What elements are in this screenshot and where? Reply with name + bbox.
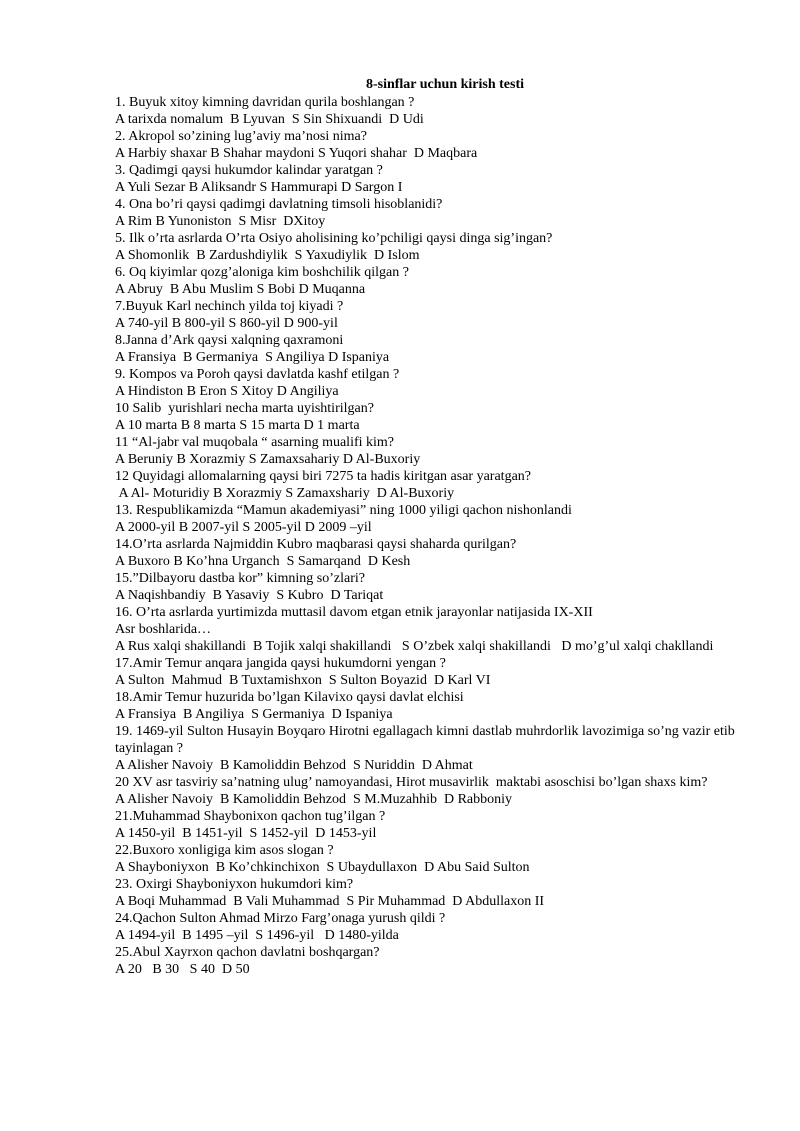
question-list — [115, 94, 755, 978]
text-line: 2. Akropol so’zining lug’aviy ma’nosi nima? — [115, 129, 367, 144]
text-line: 22.Buxoro xonligiga kim asos slogan ? — [115, 843, 334, 858]
text-line: A Abruy B Abu Muslim S Bobi D Muqanna — [115, 282, 366, 297]
text-line: A 2000-yil B 2007-yil S 2005-yil D 2009 –yil — [115, 520, 372, 535]
text-line: 25.Abul Xayrxon qachon davlatni boshqargan? — [115, 945, 380, 960]
text-line: A 1450-yil B 1451-yil S 1452-yil D 1453-yil — [115, 826, 377, 841]
text-line: A Rim B Yunoniston S Misr DXitoy — [115, 214, 326, 229]
text-line: 1. Buyuk xitoy kimning davridan qurila boshlangan ? — [115, 95, 415, 110]
text-line: 19. 1469-yil Sulton Husayin Boyqaro Hirotni egallagach kimni dastlab muhrdorlik lavozimiga so’ng vazir etib tayinlagan ? — [115, 724, 739, 756]
text-line: 24.Qachon Sulton Ahmad Mirzo Farg’onaga yurush qildi ? — [115, 911, 446, 926]
text-line: A Hindiston B Eron S Xitoy D Angiliya — [115, 384, 339, 399]
text-line: A Alisher Navoiy B Kamoliddin Behzod S Nuriddin D Ahmat — [115, 758, 473, 773]
text-line: 4. Ona bo’ri qaysi qadimgi davlatning timsoli hisoblanidi? — [115, 197, 443, 212]
text-line: A 10 marta B 8 marta S 15 marta D 1 marta — [115, 418, 360, 433]
text-line: 3. Qadimgi qaysi hukumdor kalindar yaratgan ? — [115, 163, 383, 178]
text-line: 11 “Al-jabr val muqobala “ asarning mualifi kim? — [115, 435, 395, 450]
text-line: A tarixda nomalum B Lyuvan S Sin Shixuandi D Udi — [115, 112, 424, 127]
text-line: A Shayboniyxon B Ko’chkinchixon S Ubaydullaxon D Abu Said Sulton — [115, 860, 530, 875]
text-line: A Naqishbandiy B Yasaviy S Kubro D Tariqat — [115, 588, 384, 603]
text-line: A Alisher Navoiy B Kamoliddin Behzod S M.Muzahhib D Rabboniy — [115, 792, 513, 807]
text-line: 8.Janna d’Ark qaysi xalqning qaxramoni — [115, 333, 344, 348]
test-document — [115, 76, 755, 978]
text-line: 15.”Dilbayoru dastba kor” kimning so’zlari? — [115, 571, 365, 586]
text-line: A Fransiya B Angiliya S Germaniya D Ispaniya — [115, 707, 393, 722]
text-line: A 20 B 30 S 40 D 50 — [115, 962, 250, 977]
text-line: A Boqi Muhammad B Vali Muhammad S Pir Muhammad D Abdullaxon II — [115, 894, 545, 909]
text-line: A Al- Moturidiy B Xorazmiy S Zamaxshariy D Al-Buxoriy — [115, 486, 455, 501]
text-line: 10 Salib yurishlari necha marta uyishtirilgan? — [115, 401, 374, 416]
text-line: A Sulton Mahmud B Tuxtamishxon S Sulton Boyazid D Karl VI — [115, 673, 491, 688]
text-line: A 1494-yil B 1495 –yil S 1496-yil D 1480-yilda — [115, 928, 399, 943]
text-line: A Shomonlik B Zardushdiylik S Yaxudiylik D Islom — [115, 248, 420, 263]
text-line: A Beruniy B Xorazmiy S Zamaxsahariy D Al-Buxoriy — [115, 452, 421, 467]
text-line: 7.Buyuk Karl nechinch yilda toj kiyadi ? — [115, 299, 344, 314]
text-line: 16. O’rta asrlarda yurtimizda muttasil davom etgan etnik jarayonlar natijasida IX-XII — [115, 605, 593, 620]
text-line: A Fransiya B Germaniya S Angiliya D Ispaniya — [115, 350, 390, 365]
text-line: A Harbiy shaxar B Shahar maydoni S Yuqori shahar D Maqbara — [115, 146, 478, 161]
document-title: 8-sinflar uchun kirish testi — [365, 77, 525, 92]
text-line: A Buxoro B Ko’hna Urganch S Samarqand D Kesh — [115, 554, 411, 569]
text-line: 18.Amir Temur huzurida bo’lgan Kilavixo qaysi davlat elchisi — [115, 690, 464, 705]
text-line: 6. Oq kiyimlar qozg’aloniga kim boshchilik qilgan ? — [115, 265, 409, 280]
text-line: 17.Amir Temur anqara jangida qaysi hukumdorni yengan ? — [115, 656, 446, 671]
text-line: 21.Muhammad Shaybonixon qachon tug’ilgan ? — [115, 809, 386, 824]
text-line: 13. Respublikamizda “Mamun akademiyasi” ning 1000 yiligi qachon nishonlandi — [115, 503, 572, 518]
text-line: 9. Kompos va Poroh qaysi davlatda kashf etilgan ? — [115, 367, 400, 382]
text-line: 14.O’rta asrlarda Najmiddin Kubro maqbarasi qaysi shaharda qurilgan? — [115, 537, 517, 552]
text-line: A 740-yil B 800-yil S 860-yil D 900-yil — [115, 316, 338, 331]
text-line: A Yuli Sezar B Aliksandr S Hammurapi D Sargon I — [115, 180, 403, 195]
text-line: 20 XV asr tasviriy sa’natning ulug’ namoyandasi, Hirot musavirlik maktabi asoschisi bo’lgan shaxs kim? — [115, 775, 708, 790]
text-line: 12 Quyidagi allomalarning qaysi biri 7275 ta hadis kiritgan asar yaratgan? — [115, 469, 531, 484]
text-line: 23. Oxirgi Shayboniyxon hukumdori kim? — [115, 877, 354, 892]
text-line: 5. Ilk o’rta asrlarda O’rta Osiyo aholisining ko’pchiligi qaysi dinga sig’ingan? — [115, 231, 553, 246]
text-line: Asr boshlarida… — [115, 622, 212, 637]
text-line: A Rus xalqi shakillandi B Tojik xalqi shakillandi S O’zbek xalqi shakillandi D mo’g’ul xalqi chakllandi — [115, 639, 714, 654]
